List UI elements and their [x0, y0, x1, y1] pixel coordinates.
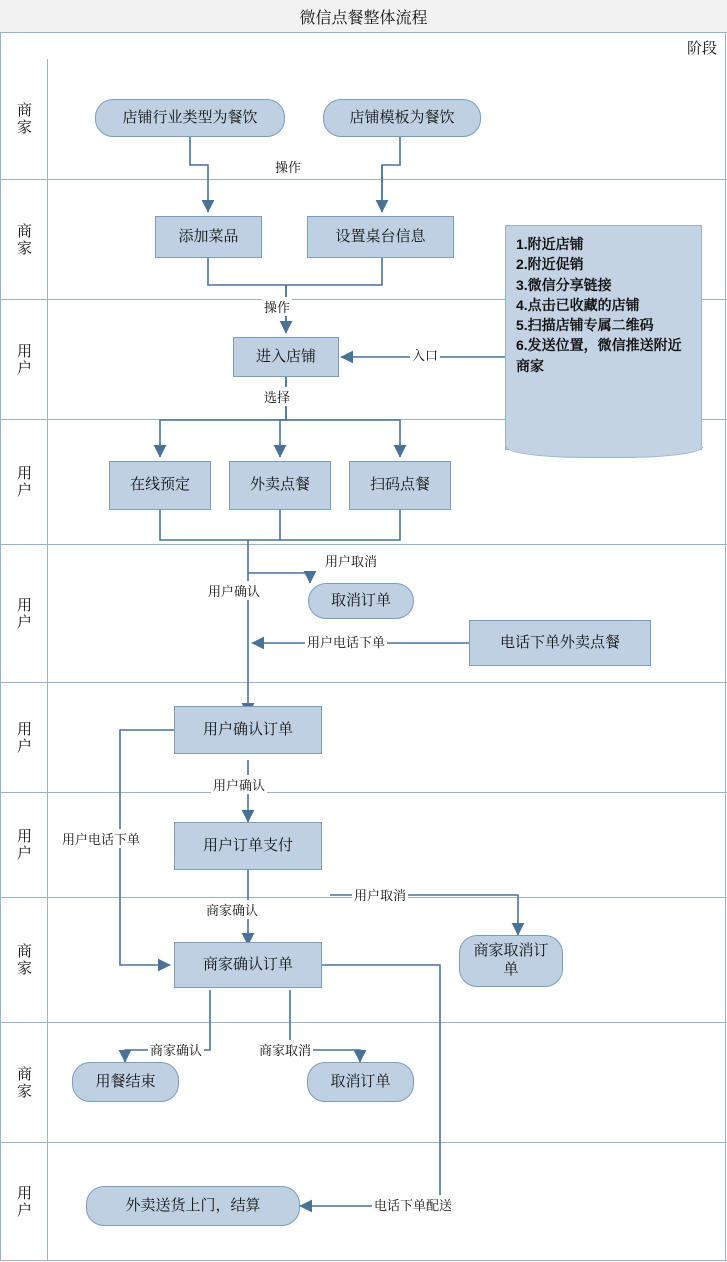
- lane-label-用户: [0, 300, 48, 420]
- edge-label-user-phone-order-2: 用户电话下单: [60, 829, 142, 848]
- stage-header-label: 阶段: [686, 40, 717, 57]
- node-label: 取消订单: [330, 1072, 391, 1090]
- lane-label-用户: [0, 545, 48, 683]
- diagram-title-bar: [0, 0, 727, 33]
- node-label: 用户确认订单: [202, 720, 293, 738]
- node-label: 用户订单支付: [202, 836, 293, 854]
- node-merchant-cancel-order[interactable]: [459, 935, 563, 987]
- node-shop-template[interactable]: [323, 99, 481, 137]
- note-line: 3.微信分享链接: [516, 276, 612, 293]
- lane-label-text: 商家: [15, 1065, 32, 1100]
- lane-label-text: 商家: [15, 222, 32, 257]
- lane-row: [48, 683, 727, 793]
- edge-label-operation-1: 操作: [273, 157, 303, 176]
- node-merchant-confirm-order[interactable]: [174, 942, 322, 988]
- node-label: 在线预定: [129, 476, 190, 494]
- note-line: 1.附近店铺: [516, 236, 584, 252]
- edge-label-user-cancel-2: 用户取消: [352, 885, 408, 904]
- lane-label-text: 用户: [15, 596, 32, 631]
- lane-label-text: 用户: [15, 828, 32, 862]
- note-line: 2.附近促销: [516, 256, 584, 273]
- node-takeout-delivery[interactable]: [86, 1186, 300, 1226]
- lane-label-商家: [0, 180, 48, 300]
- node-label: 外卖送货上门，结算: [125, 1196, 261, 1214]
- edge-label-choose: 选择: [262, 387, 292, 406]
- edge-label-user-cancel-1: 用户取消: [323, 551, 379, 570]
- edge-label-user-phone-order-1: 用户电话下单: [305, 632, 387, 651]
- note-line: 6.发送位置，微信推送附近商家: [516, 337, 682, 374]
- edge-label-merchant-cancel: 商家取消: [257, 1040, 313, 1059]
- node-label: 扫码点餐: [369, 476, 430, 494]
- edge-label-phone-delivery: 电话下单配送: [372, 1195, 454, 1214]
- node-cancel-order-1[interactable]: [308, 583, 414, 619]
- lane-label-用户: [0, 793, 48, 898]
- note-line: 4.点击已收藏的店铺: [516, 296, 640, 313]
- node-add-dish[interactable]: [155, 216, 262, 258]
- lane-label-商家: [0, 59, 48, 180]
- lane-label-用户: [0, 683, 48, 793]
- node-label: 进入店铺: [255, 347, 316, 365]
- entry-methods-note: [505, 225, 702, 450]
- node-meal-finished[interactable]: [72, 1062, 179, 1102]
- lane-label-商家: [0, 898, 48, 1023]
- lane-row: [48, 793, 727, 898]
- stage-header-row: [0, 33, 727, 60]
- edge-label-merchant-confirm-1: 商家确认: [204, 900, 260, 919]
- node-user-confirm-order[interactable]: [174, 706, 322, 754]
- node-enter-shop[interactable]: [233, 337, 339, 377]
- node-label: 设置桌台信息: [335, 227, 426, 245]
- edge-label-user-confirm-2: 用户确认: [211, 775, 267, 794]
- lane-label-用户: [0, 1143, 48, 1261]
- lane-row: [48, 898, 727, 1023]
- page-title: 微信点餐整体流程: [299, 9, 428, 27]
- lane-label-text: 商家: [15, 943, 32, 977]
- lane-label-text: 用户: [15, 465, 32, 499]
- node-phone-takeout[interactable]: [469, 620, 651, 666]
- node-scan-order[interactable]: [349, 461, 451, 510]
- lane-label-text: 用户: [15, 720, 32, 755]
- node-online-reserve[interactable]: [109, 461, 211, 510]
- node-label: 电话下单外卖点餐: [499, 633, 620, 651]
- lane-label-text: 用户: [15, 342, 32, 377]
- node-label: 用餐结束: [95, 1072, 156, 1090]
- lane-label-用户: [0, 420, 48, 545]
- node-shop-type[interactable]: [95, 99, 285, 137]
- edge-label-user-confirm-1: 用户确认: [206, 581, 262, 600]
- node-label: 添加菜品: [178, 227, 239, 245]
- note-line: 5.扫描店铺专属二维码: [516, 317, 654, 334]
- node-label: 商家确认订单: [202, 955, 293, 973]
- edge-label-entry: 入口: [410, 345, 440, 364]
- node-cancel-order-2[interactable]: [307, 1062, 414, 1102]
- lane-label-商家: [0, 1023, 48, 1143]
- lane-label-text: 用户: [15, 1184, 32, 1219]
- edge-label-merchant-confirm-2: 商家确认: [148, 1040, 204, 1059]
- edge-label-operation-2: 操作: [262, 297, 292, 316]
- node-label: 外卖点餐: [249, 476, 310, 494]
- node-label: 商家取消订单: [473, 942, 549, 978]
- node-set-table[interactable]: [307, 216, 454, 258]
- node-label: 店铺行业类型为餐饮: [122, 108, 258, 126]
- node-label: 取消订单: [330, 591, 391, 609]
- node-takeout-order[interactable]: [229, 461, 331, 510]
- node-user-pay-order[interactable]: [174, 822, 322, 870]
- lane-label-text: 商家: [15, 102, 32, 136]
- node-label: 店铺模板为餐饮: [349, 108, 455, 126]
